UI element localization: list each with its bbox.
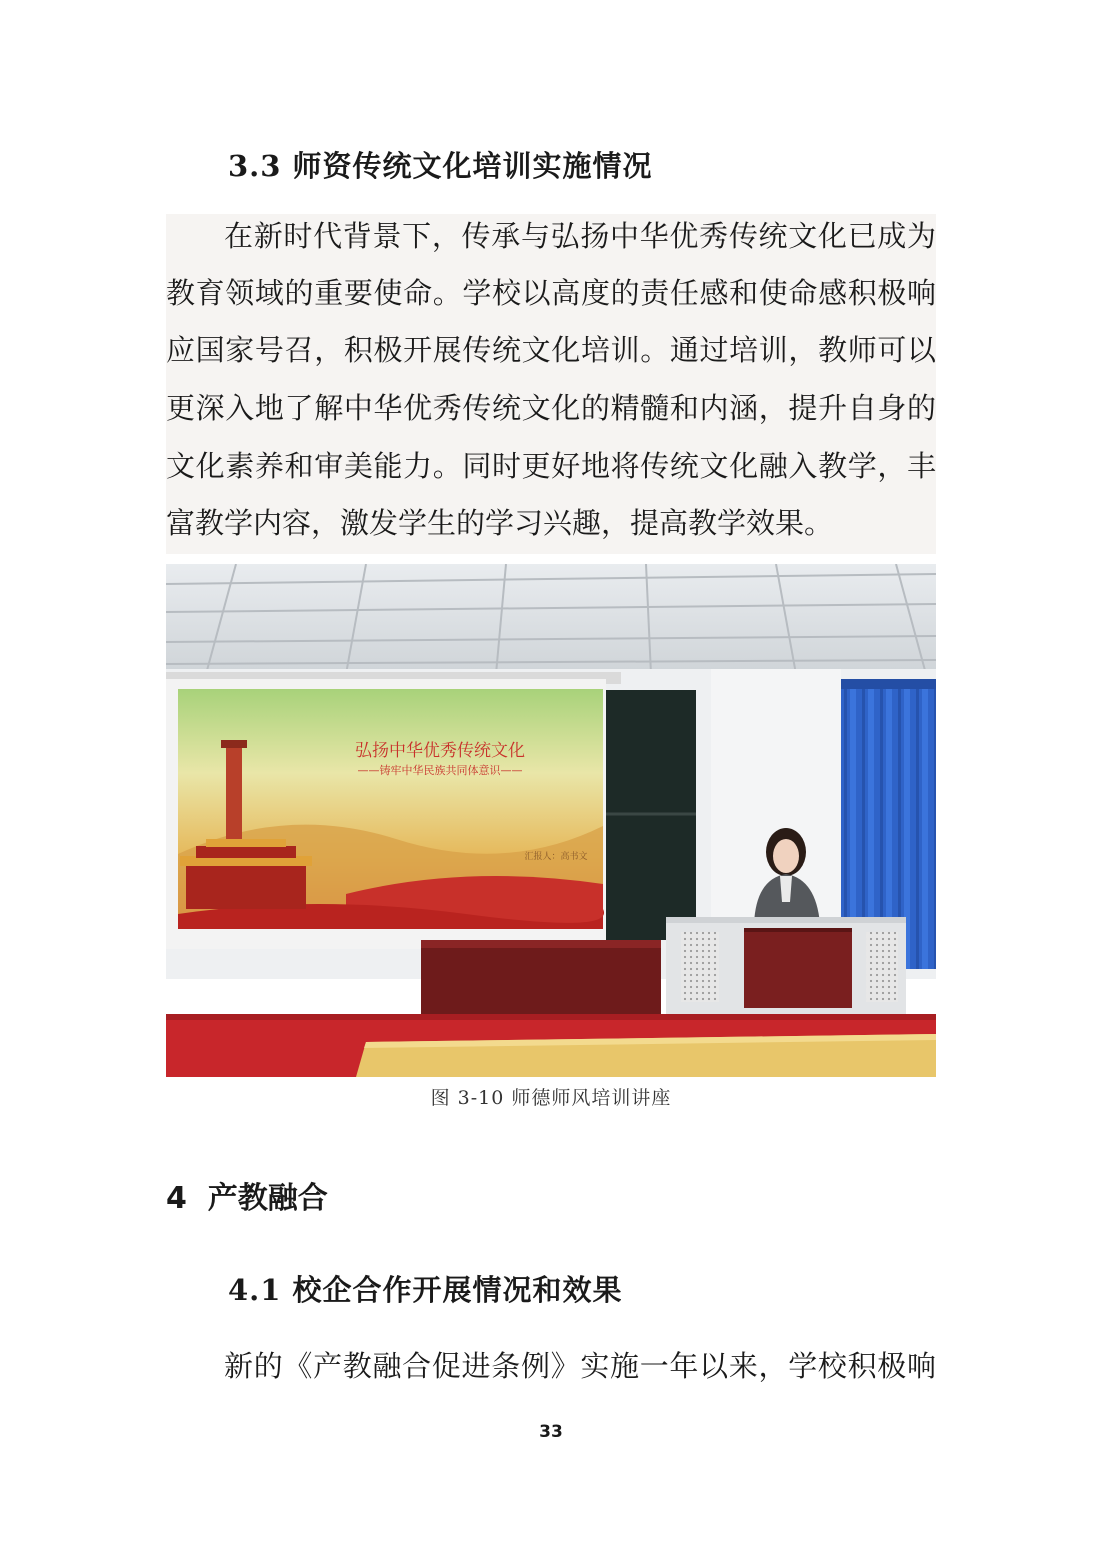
paragraph-line: 应国家号召，积极开展传统文化培训。通过培训，教师可以 — [166, 333, 936, 367]
section-heading-4-1: 4.1 校企合作开展情况和效果 — [228, 1273, 623, 1307]
paragraph-line: 在新时代背景下，传承与弘扬中华优秀传统文化已成为 — [224, 219, 936, 253]
figure-caption: 图 3-10 师德师风培训讲座 — [430, 1087, 672, 1109]
slide-title: 弘扬中华优秀传统文化 — [355, 741, 525, 761]
paragraph-line: 新的《产教融合促进条例》实施一年以来，学校积极响 — [224, 1349, 936, 1383]
section-heading-3-3: 3.3 师资传统文化培训实施情况 — [228, 149, 653, 183]
lecture-photo — [166, 564, 936, 1077]
paragraph-line: 教育领域的重要使命。学校以高度的责任感和使命感积极响 — [166, 276, 936, 310]
slide-reporter: 汇报人：高书文 — [524, 852, 588, 862]
paragraph-line: 文化素养和审美能力。同时更好地将传统文化融入教学，丰 — [166, 449, 936, 483]
section-heading-4: 4 产教融合 — [166, 1181, 328, 1216]
slide-subtitle: ——铸牢中华民族共同体意识—— — [357, 764, 523, 777]
page-number: 33 — [539, 1422, 563, 1442]
paragraph-line: 富教学内容，激发学生的学习兴趣，提高教学效果。 — [166, 506, 834, 540]
paragraph-line: 更深入地了解中华优秀传统文化的精髓和内涵，提升自身的 — [166, 391, 936, 425]
